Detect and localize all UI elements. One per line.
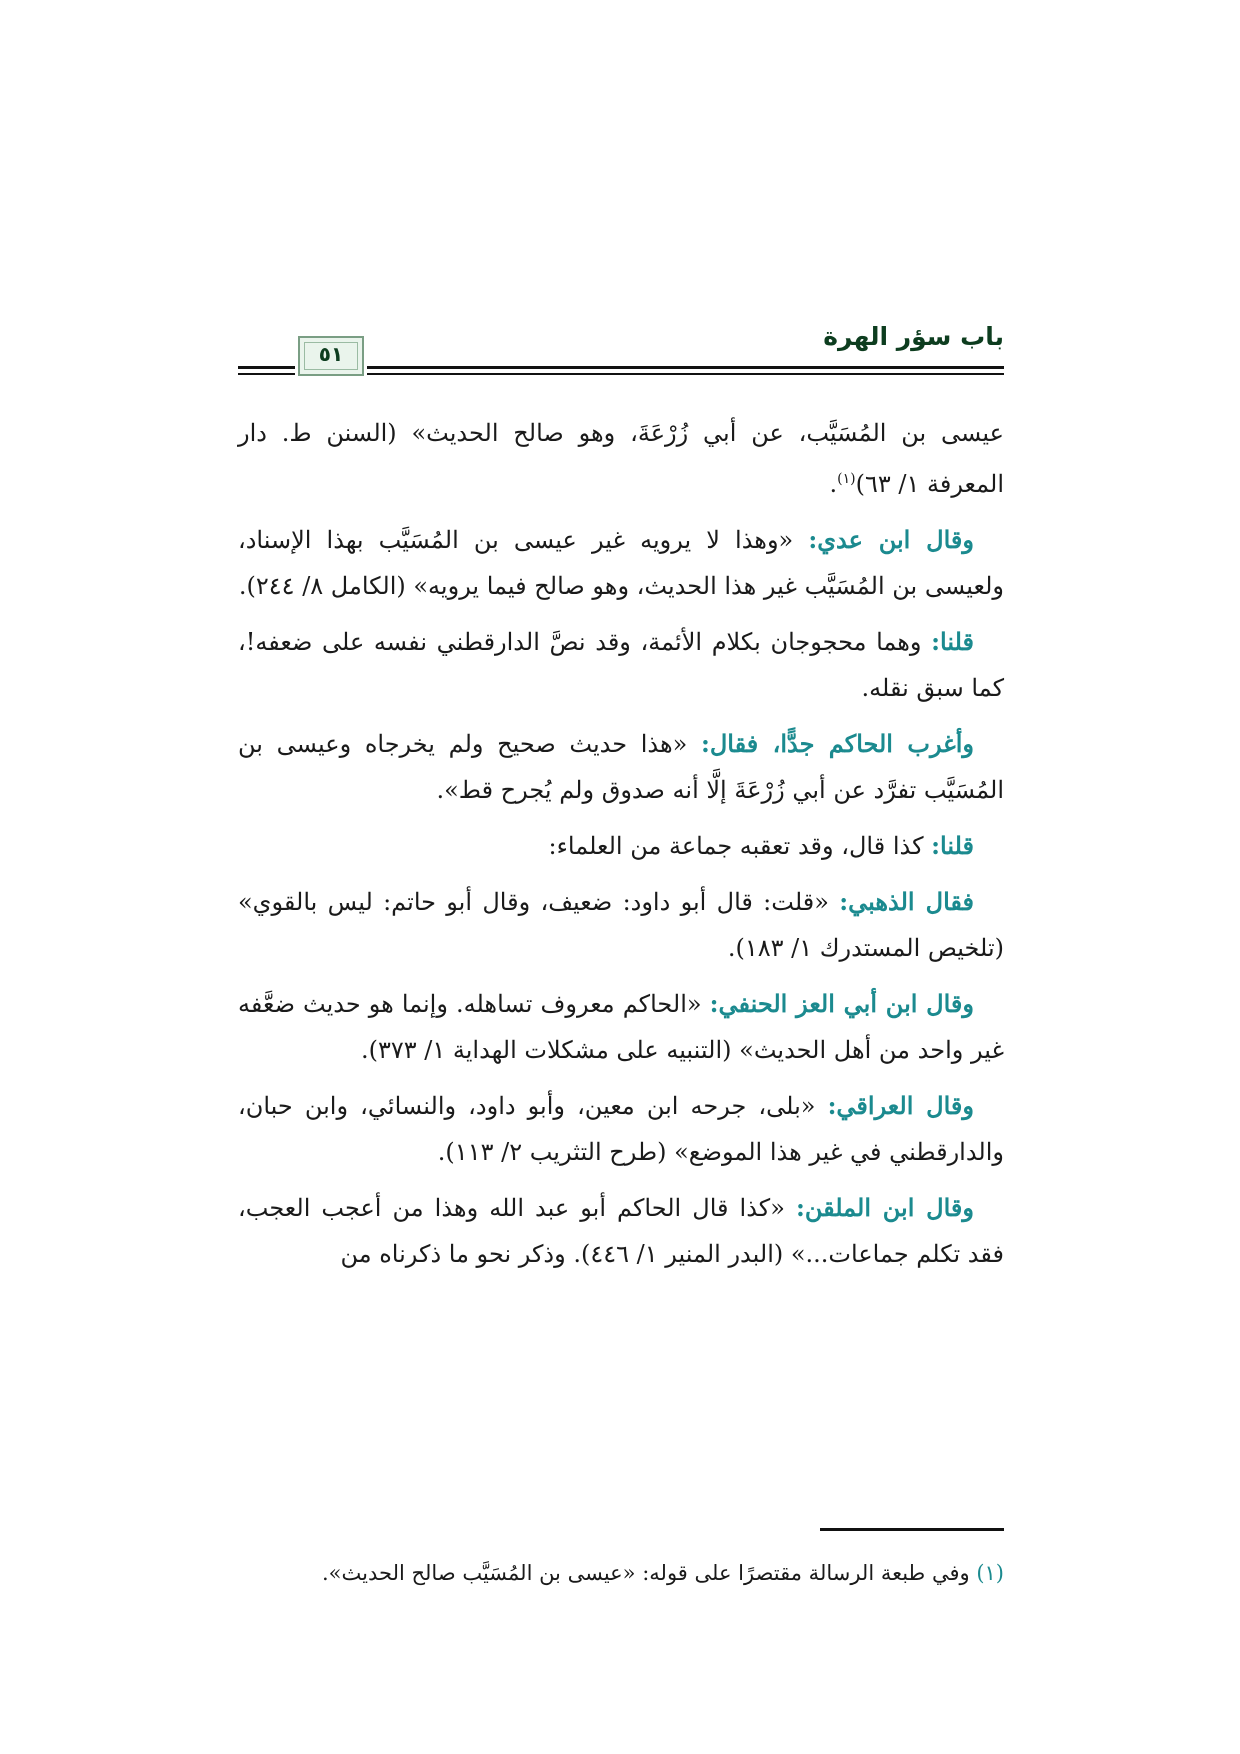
footnote [238, 1556, 1004, 1590]
paragraph-7 [238, 981, 1004, 1073]
speaker-label: فقال الذهبي: [839, 887, 974, 916]
paragraph-tail: . [829, 470, 838, 498]
paragraph-3 [238, 619, 1004, 711]
page-number: ٥١ [318, 342, 344, 366]
paragraph-text: عيسى بن المُسَيَّب، عن أبي زُرْعَةَ، وهو صالح الحديث» (السنن ط. دار المعرفة ١/ ٦٣) [238, 419, 1004, 498]
page-number-badge [295, 334, 367, 378]
speaker-label: قلنا: [931, 627, 974, 656]
paragraph-1 [238, 410, 1004, 507]
paragraph-8 [238, 1083, 1004, 1175]
speaker-label: وقال العراقي: [827, 1091, 974, 1120]
paragraph-5 [238, 823, 1004, 869]
footnote-text: وفي طبعة الرسالة مقتصرًا على قوله: «عيسى بن المُسَيَّب صالح الحديث». [322, 1561, 977, 1585]
paragraph-text: «بلى، جرحه ابن معين، وأبو داود، والنسائي، وابن حبان، والدارقطني في غير هذا الموضع» (طرح التثريب ٢/ ١١٣). [238, 1092, 1004, 1166]
footnote-marker: (١) [976, 1561, 1004, 1585]
paragraph-text: كذا قال، وقد تعقبه جماعة من العلماء: [548, 832, 932, 860]
main-text [238, 410, 1004, 1287]
paragraph-text: «الحاكم معروف تساهله. وإنما هو حديث ضعَّفه غير واحد من أهل الحديث» (التنبيه على مشكلات الهداية ١/ ٣٧٣). [238, 990, 1004, 1064]
paragraph-text: «كذا قال الحاكم أبو عبد الله وهذا من أعجب العجب، فقد تكلم جماعات...» (البدر المنير ١/ ٤٤٦). وذكر نحو ما ذكرناه من [238, 1194, 1004, 1268]
paragraph-4 [238, 721, 1004, 813]
footnote-reference[interactable]: (١) [837, 471, 856, 487]
paragraph-text: «قلت: قال أبو داود: ضعيف، وقال أبو حاتم: ليس بالقوي» (تلخيص المستدرك ١/ ١٨٣). [238, 888, 1004, 962]
chapter-title: باب سؤر الهرة [823, 322, 1004, 351]
speaker-label: قلنا: [931, 831, 974, 860]
paragraph-text: «وهذا لا يرويه غير عيسى بن المُسَيَّب بهذا الإسناد، ولعيسى بن المُسَيَّب غير هذا الحديث، وهو صالح فيما يرويه» (الكامل ٨/ ٢٤٤). [238, 526, 1004, 600]
footnote-divider [820, 1528, 1004, 1531]
paragraph-text: «هذا حديث صحيح ولم يخرجاه وعيسى بن المُسَيَّب تفرَّد عن أبي زُرْعَةَ إلَّا أنه صدوق ولم يُجرح قط». [238, 730, 1004, 804]
speaker-label: وقال ابن أبي العز الحنفي: [709, 989, 974, 1018]
paragraph-2 [238, 517, 1004, 609]
speaker-label: وأغرب الحاكم جدًّا، فقال: [700, 729, 974, 758]
speaker-label: وقال ابن الملقن: [795, 1193, 974, 1222]
paragraph-6 [238, 879, 1004, 971]
paragraph-text: وهما محجوجان بكلام الأئمة، وقد نصَّ الدارقطني نفسه على ضعفه!، كما سبق نقله. [238, 628, 1004, 702]
speaker-label: وقال ابن عدي: [808, 525, 974, 554]
paragraph-9 [238, 1185, 1004, 1277]
page-header [238, 322, 1004, 382]
